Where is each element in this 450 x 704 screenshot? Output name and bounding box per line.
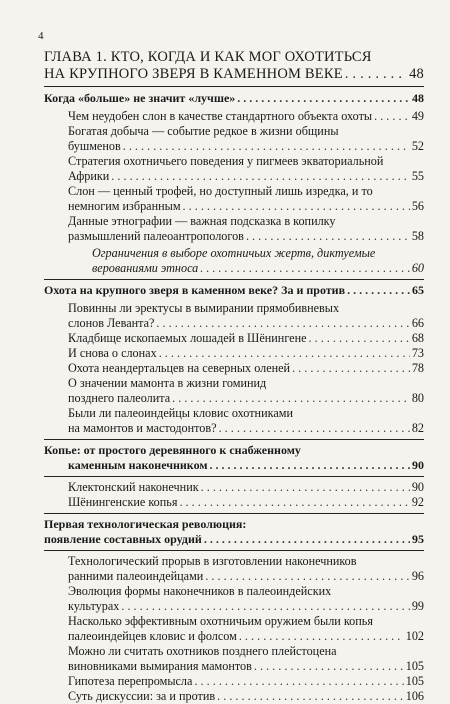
entry-page: 106: [405, 689, 424, 703]
toc-entry: [68, 346, 424, 361]
section-divider: [44, 279, 424, 280]
leader-dots: [194, 674, 403, 689]
leader-dots: [374, 109, 410, 124]
entry-text: немногим избранным: [68, 199, 181, 213]
section-heading: [44, 91, 424, 106]
toc-entry: [68, 214, 424, 244]
leader-dots: [200, 261, 410, 276]
leader-dots: [111, 169, 410, 184]
entry-page: 105: [405, 674, 424, 688]
toc-entry: [68, 184, 424, 214]
section-divider: [44, 86, 424, 87]
entry-text: О значении мамонта в жизни гоминид: [68, 376, 267, 390]
entry-text: Шёнингенские копья: [68, 495, 178, 509]
section-title: Охота на крупного зверя в каменном веке? За и против: [44, 283, 346, 297]
entry-page: 92: [411, 495, 424, 509]
entry-text: культурах: [68, 599, 120, 613]
entry-text: Ограничения в выборе охотничьих жертв, диктуемые: [92, 246, 376, 260]
entry-text: слонов Леванта?: [68, 316, 155, 330]
toc-entry: [68, 554, 424, 584]
leader-dots: [219, 421, 410, 436]
toc-entry: [68, 480, 424, 495]
table-of-contents: [44, 49, 424, 704]
entry-page: 58: [411, 229, 424, 243]
entry-text: позднего палеолита: [68, 391, 171, 405]
leader-dots: [201, 480, 410, 495]
section-divider: [44, 439, 424, 440]
leader-dots: [309, 331, 410, 346]
entry-text: Богатая добыча — событие редкое в жизни общины: [68, 124, 339, 138]
entry-page: 73: [411, 346, 424, 360]
leader-dots: [246, 229, 410, 244]
leader-dots: [159, 346, 410, 361]
toc-entry: [68, 301, 424, 331]
leader-dots: [237, 91, 410, 106]
entry-page: 82: [411, 421, 424, 435]
section-page: 90: [412, 458, 424, 472]
leader-dots: [123, 139, 410, 154]
entry-page: 96: [411, 569, 424, 583]
section-page: 95: [412, 532, 424, 546]
section-heading: [44, 517, 424, 547]
toc-entry: [68, 644, 424, 674]
entry-text: Гипотеза перепромысла: [68, 674, 193, 688]
entry-page: 90: [411, 480, 424, 494]
page-number: 4: [38, 30, 44, 42]
section-title: Когда «больше» не значит «лучше»: [44, 91, 236, 105]
section-title: появление составных орудий: [44, 532, 202, 546]
section-divider: [44, 476, 424, 477]
chapter-page: 48: [409, 66, 424, 82]
entry-text: Суть дискуссии: за и против: [68, 689, 216, 703]
section-title: каменным наконечником: [68, 458, 208, 472]
entry-text: бушменов: [68, 139, 121, 153]
entry-text: Стратегия охотничьего поведения у пигмеев экваториальной: [68, 154, 384, 168]
entry-text: Кладбище ископаемых лошадей в Шёнингене: [68, 331, 307, 345]
entry-page: 99: [411, 599, 424, 613]
entry-page: 56: [411, 199, 424, 213]
toc-entry: [68, 584, 424, 614]
toc-entry: [68, 674, 424, 689]
chapter-title-line: ГЛАВА 1. КТО, КОГДА И КАК МОГ ОХОТИТЬСЯ: [44, 49, 372, 65]
chapter-title-text: НА КРУПНОГО ЗВЕРЯ В КАМЕННОМ ВЕКЕ: [44, 66, 343, 82]
entry-text: Повинны ли эректусы в вымирании прямобивневых: [68, 301, 340, 315]
entry-text: Эволюция формы наконечников в палеоиндейских: [68, 584, 332, 598]
section-title: Копье: от простого деревянного к снабженному: [44, 443, 301, 457]
leader-dots: [204, 532, 410, 547]
entry-text: Данные этнографии — важная подсказка в копилку: [68, 214, 336, 228]
toc-entry: [68, 361, 424, 376]
section-divider: [44, 550, 424, 551]
leader-dots: [210, 458, 410, 473]
entry-page: 60: [411, 261, 424, 275]
chapter-title-line: [44, 66, 424, 83]
entry-page: 68: [411, 331, 424, 345]
leader-dots: [292, 361, 410, 376]
entry-text: Африки: [68, 169, 110, 183]
section-page: 65: [412, 283, 424, 297]
leader-dots: [172, 391, 410, 406]
toc-entry: [68, 495, 424, 510]
section-heading: [44, 283, 424, 298]
entry-page: 105: [405, 659, 424, 673]
leader-dots: [205, 569, 409, 584]
entry-page: 102: [405, 629, 424, 643]
entry-text: размышлений палеоантропологов: [68, 229, 244, 243]
leader-dots: [121, 599, 409, 614]
entry-text: Охота неандертальцев на северных оленей: [68, 361, 291, 375]
entry-text: Чем неудобен слон в качестве стандартного объекта охоты: [68, 109, 373, 123]
chapter-heading: [44, 49, 424, 83]
entry-page: 78: [411, 361, 424, 375]
toc-entry: [68, 614, 424, 644]
toc-entry: [68, 376, 424, 406]
section-page: 48: [412, 91, 424, 105]
entry-text: ранними палеоиндейцами: [68, 569, 204, 583]
leader-dots: [183, 199, 410, 214]
entry-text: Технологический прорыв в изготовлении наконечников: [68, 554, 357, 568]
toc-entry-italic: [92, 246, 424, 276]
entry-text: Клектонский наконечник: [68, 480, 199, 494]
entry-text: Слон — ценный трофей, но доступный лишь изредка, и то: [68, 184, 373, 198]
leader-dots: [347, 283, 410, 298]
entry-page: 52: [411, 139, 424, 153]
entry-page: 55: [411, 169, 424, 183]
toc-entry: [68, 331, 424, 346]
section-divider: [44, 513, 424, 514]
toc-entry: [68, 406, 424, 436]
entry-text: Были ли палеоиндейцы кловис охотниками: [68, 406, 293, 420]
entry-text: И снова о слонах: [68, 346, 157, 360]
toc-entry: [68, 154, 424, 184]
leader-dots: [345, 66, 407, 83]
leader-dots: [179, 495, 409, 510]
entry-text: Насколько эффективным охотничьим оружием были копья: [68, 614, 373, 628]
leader-dots: [254, 659, 404, 674]
toc-entry: [68, 109, 424, 124]
entry-text: Можно ли считать охотников позднего плейстоцена: [68, 644, 337, 658]
toc-entry: [68, 124, 424, 154]
entry-page: 80: [411, 391, 424, 405]
entry-page: 49: [411, 109, 424, 123]
entry-page: 66: [411, 316, 424, 330]
toc-entry: [68, 689, 424, 704]
entry-text: верованиями этноса: [92, 261, 199, 275]
leader-dots: [239, 629, 404, 644]
entry-text: палеоиндейцев кловис и фолсом: [68, 629, 237, 643]
section-heading: [44, 443, 424, 473]
leader-dots: [156, 316, 409, 331]
section-title: Первая технологическая революция:: [44, 517, 247, 531]
leader-dots: [217, 689, 404, 704]
entry-text: виновниками вымирания мамонтов: [68, 659, 252, 673]
entry-text: на мамонтов и мастодонтов?: [68, 421, 217, 435]
